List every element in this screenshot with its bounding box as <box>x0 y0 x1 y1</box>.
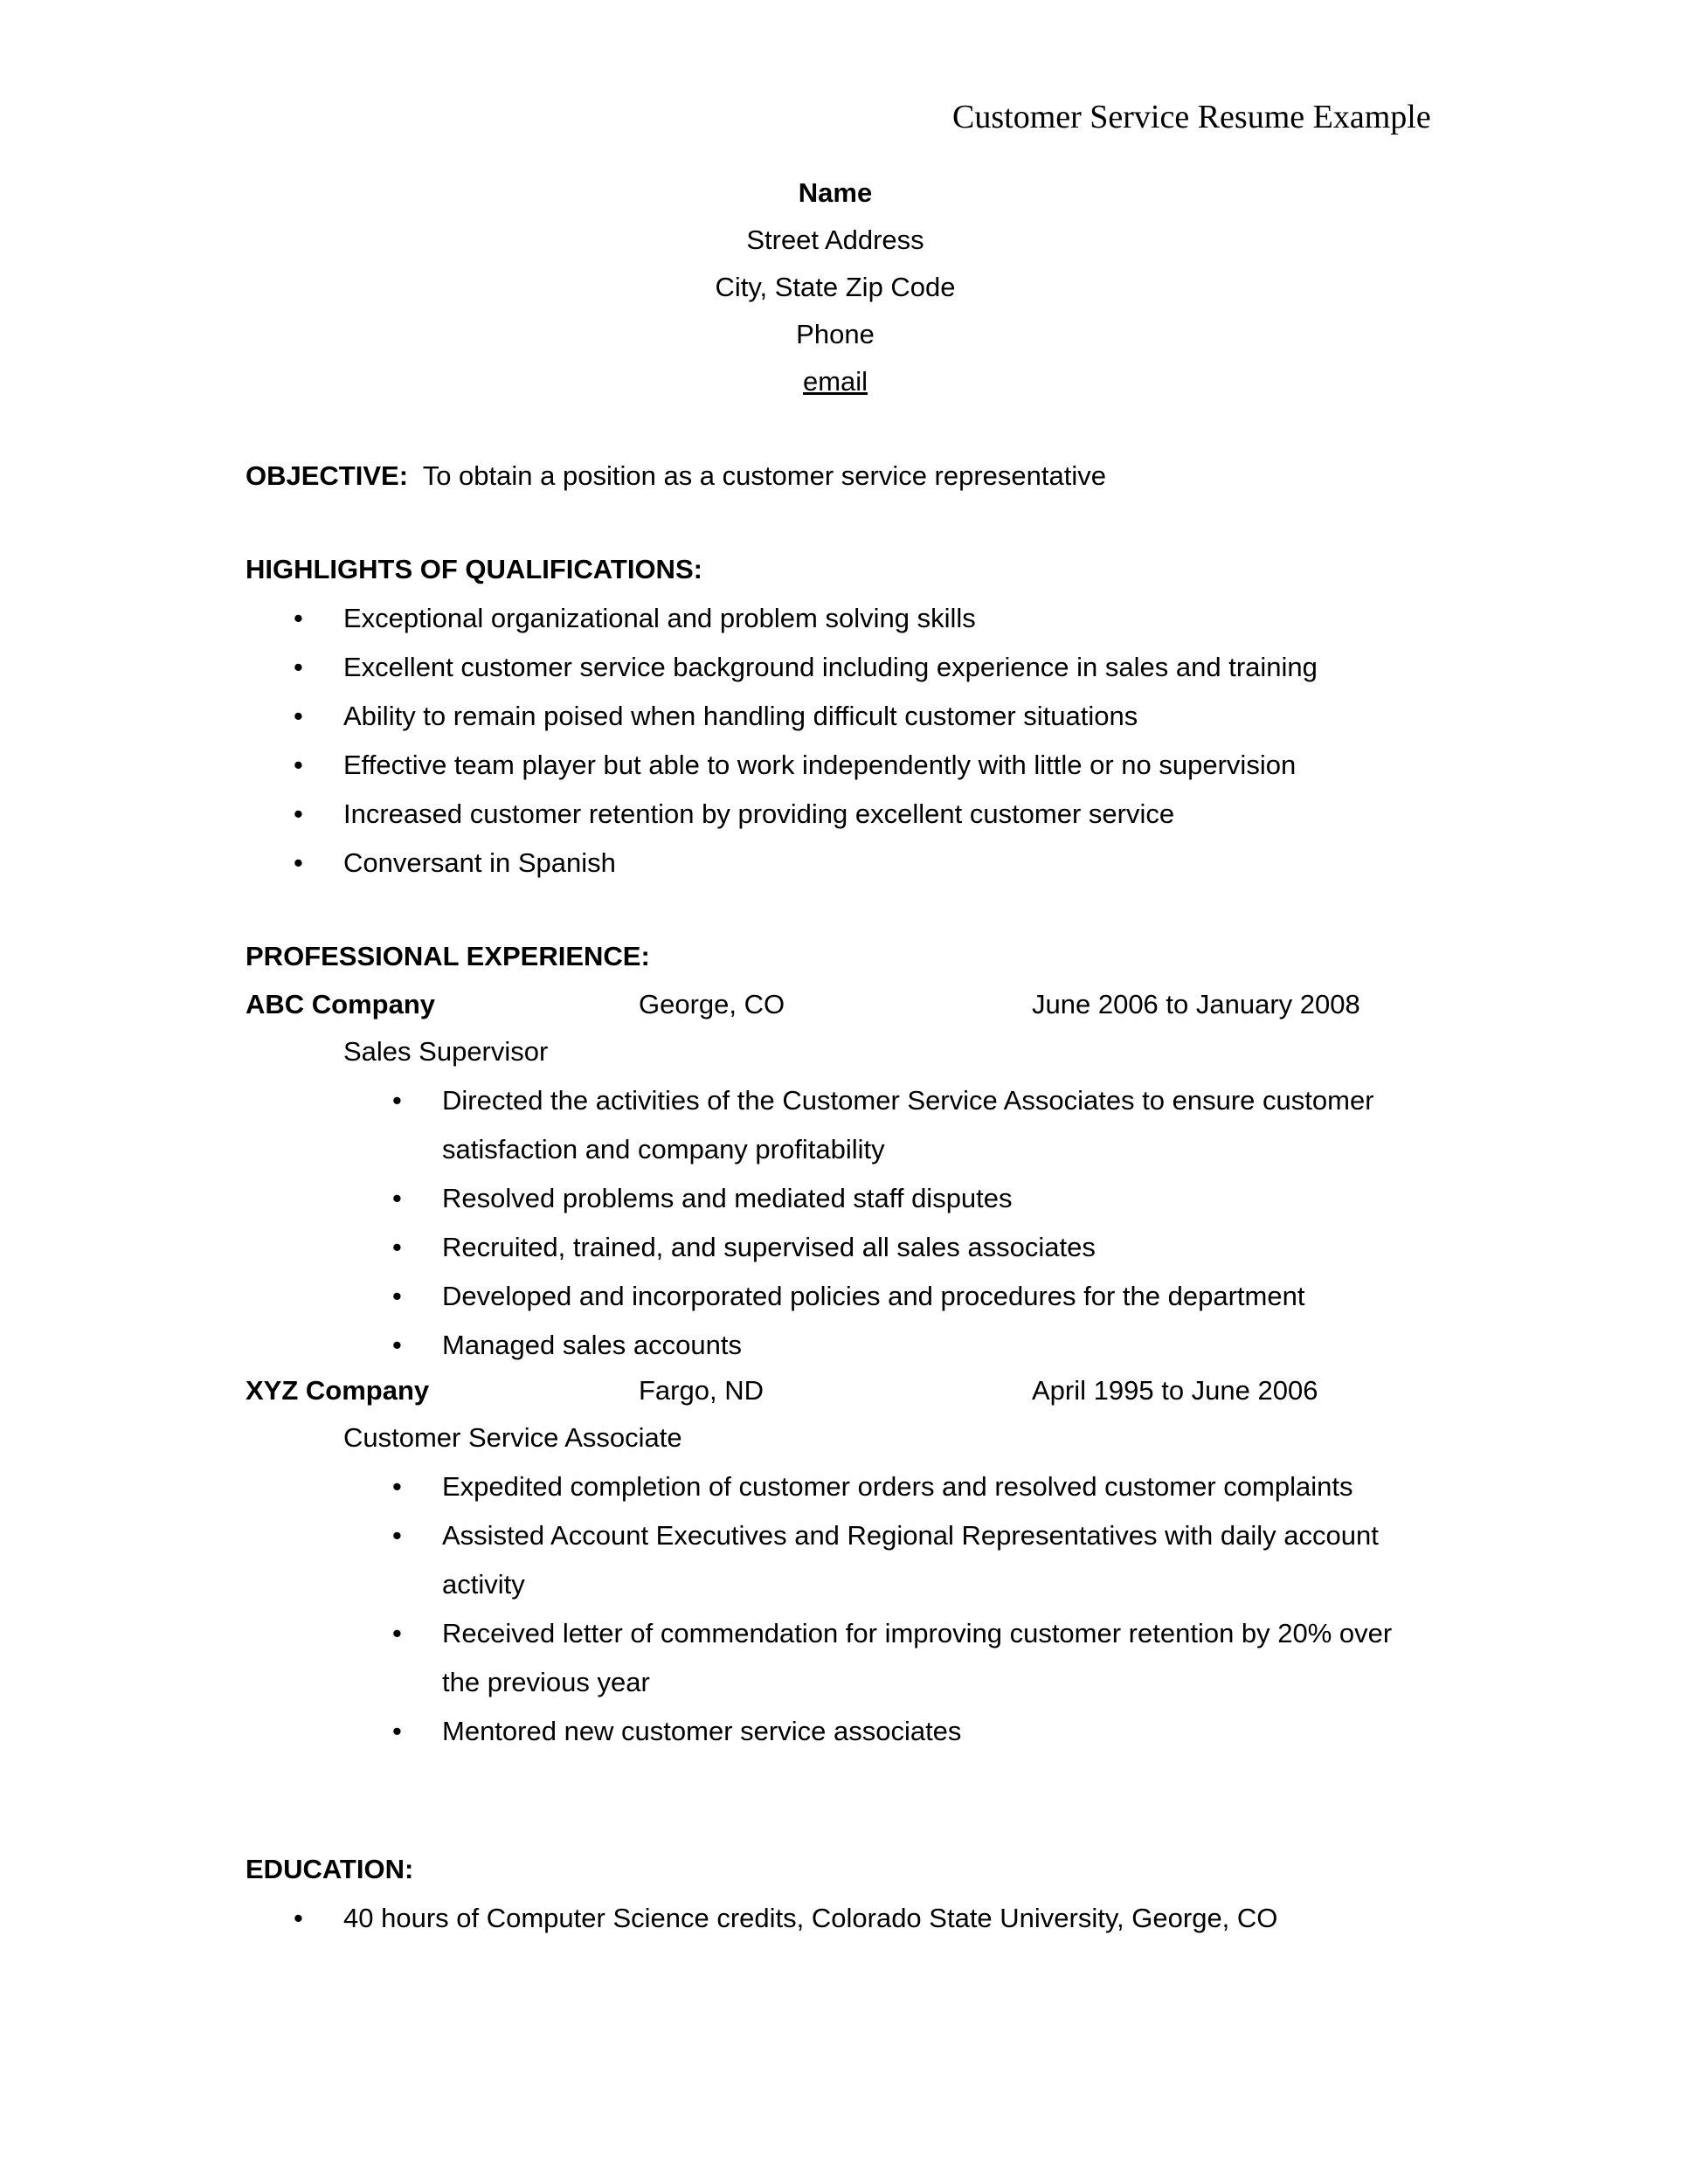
bullet-icon: • <box>392 1471 402 1502</box>
document-title: Customer Service Resume Example <box>952 99 1431 135</box>
duty-line: Received letter of commendation for improving customer retention by 20% over <box>442 1618 1393 1648</box>
highlight-item: Exceptional organizational and problem solving skills <box>343 603 976 633</box>
duty-line: the previous year <box>442 1667 650 1697</box>
job-dates: April 1995 to June 2006 <box>1032 1375 1318 1406</box>
bullet-icon: • <box>392 1281 402 1311</box>
highlight-item: Excellent customer service background including experience in sales and training <box>343 652 1318 682</box>
bullet-icon: • <box>392 1232 402 1262</box>
experience-heading: PROFESSIONAL EXPERIENCE: <box>246 941 650 971</box>
objective <box>246 460 1106 492</box>
highlight-item: Increased customer retention by providing excellent customer service <box>343 798 1175 829</box>
duty-line: Resolved problems and mediated staff disputes <box>442 1183 1013 1213</box>
contact-city: City, State Zip Code <box>715 272 956 302</box>
education-item: 40 hours of Computer Science credits, Colorado State University, George, CO <box>343 1903 1278 1933</box>
bullet-icon: • <box>294 847 303 878</box>
highlight-item: Ability to remain poised when handling difficult customer situations <box>343 701 1138 731</box>
bullet-icon: • <box>392 1330 402 1360</box>
duty-line: Directed the activities of the Customer Service Associates to ensure customer <box>442 1085 1374 1116</box>
bullet-icon: • <box>294 701 303 731</box>
bullet-icon: • <box>294 603 303 633</box>
objective-text: To obtain a position as a customer service representative <box>422 460 1106 491</box>
bullet-icon: • <box>392 1716 402 1746</box>
duty-line: Developed and incorporated policies and procedures for the department <box>442 1281 1305 1311</box>
duty-line: satisfaction and company profitability <box>442 1134 885 1165</box>
company-name: XYZ Company <box>246 1375 430 1406</box>
bullet-icon: • <box>392 1183 402 1213</box>
highlight-item: Effective team player but able to work independently with little or no supervision <box>343 750 1297 780</box>
job-title: Sales Supervisor <box>343 1036 549 1067</box>
duty-line: Expedited completion of customer orders and resolved customer complaints <box>442 1471 1353 1502</box>
company-name: ABC Company <box>246 989 436 1019</box>
contact-street: Street Address <box>746 225 924 255</box>
bullet-icon: • <box>294 798 303 829</box>
bullet-icon: • <box>294 750 303 780</box>
job-title: Customer Service Associate <box>343 1422 682 1453</box>
objective-label: OBJECTIVE: <box>246 460 409 491</box>
contact-phone: Phone <box>796 319 875 349</box>
duty-line: Mentored new customer service associates <box>442 1716 962 1746</box>
bullet-icon: • <box>392 1085 402 1116</box>
job-location: George, CO <box>639 989 785 1019</box>
highlights-heading: HIGHLIGHTS OF QUALIFICATIONS: <box>246 554 702 584</box>
highlight-item: Conversant in Spanish <box>343 847 616 878</box>
contact-email[interactable]: email <box>802 366 868 397</box>
bullet-icon: • <box>392 1618 402 1648</box>
duty-line: activity <box>442 1569 525 1600</box>
bullet-icon: • <box>294 1903 303 1933</box>
job-location: Fargo, ND <box>639 1375 764 1406</box>
bullet-icon: • <box>392 1520 402 1551</box>
job-dates: June 2006 to January 2008 <box>1032 989 1360 1019</box>
duty-line: Managed sales accounts <box>442 1330 742 1360</box>
bullet-icon: • <box>294 652 303 682</box>
duty-line: Assisted Account Executives and Regional Representatives with daily account <box>442 1520 1379 1551</box>
contact-name: Name <box>798 177 873 208</box>
duty-line: Recruited, trained, and supervised all sales associates <box>442 1232 1096 1262</box>
education-heading: EDUCATION: <box>246 1854 414 1884</box>
